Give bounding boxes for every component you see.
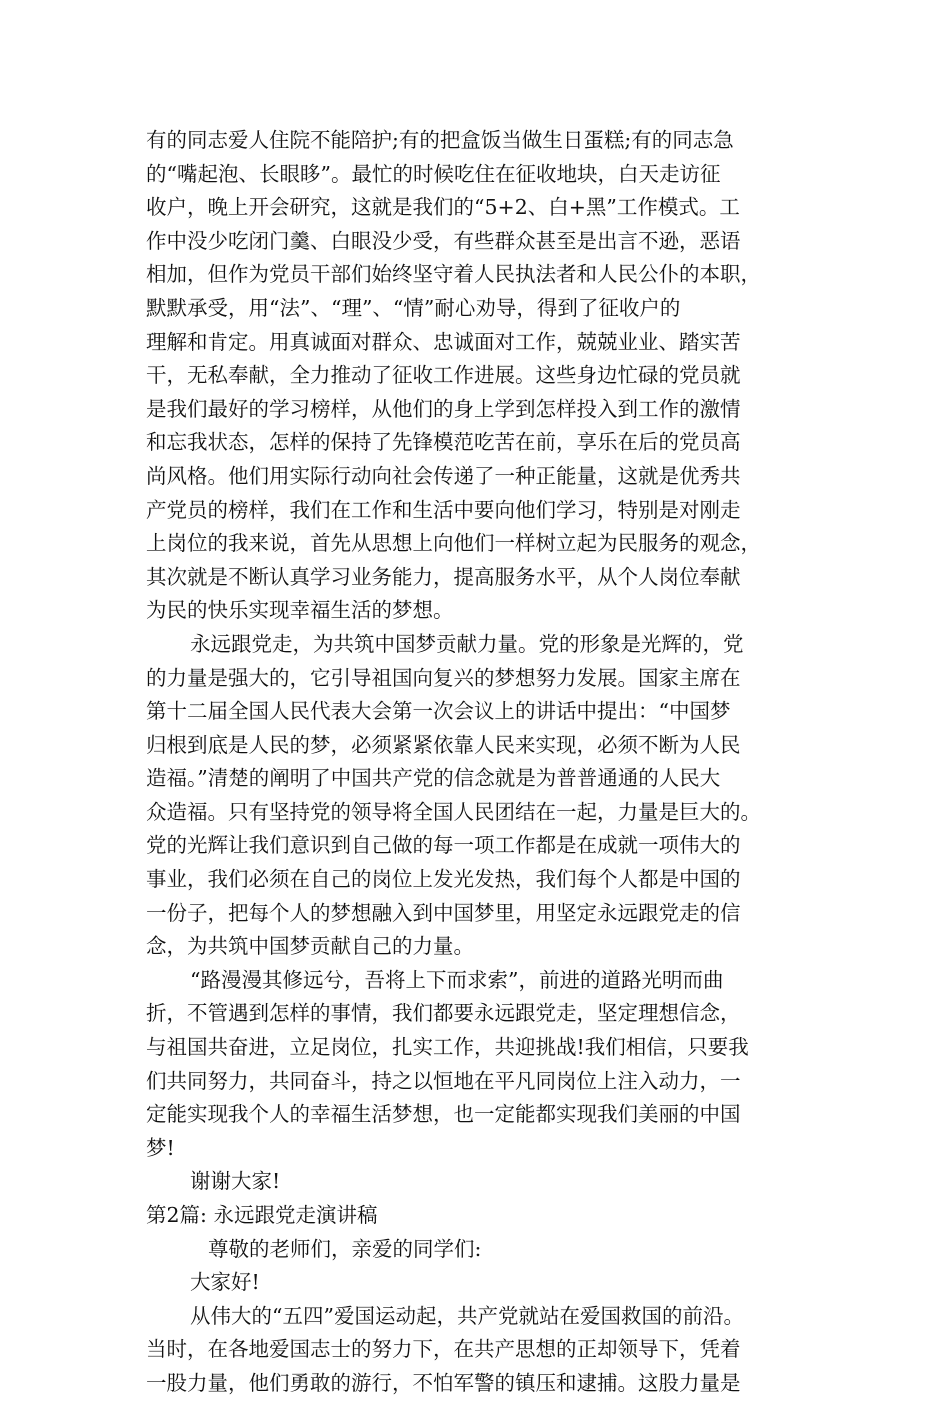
text-line: 收户，晚上开会研究，这就是我们的“5+2、白+黑”工作模式。工	[146, 195, 740, 220]
text-line: 梦!	[146, 1135, 175, 1160]
text-line: 第2篇: 永远跟党走演讲稿	[146, 1203, 378, 1227]
text-line: 事业，我们必须在自己的岗位上发光发热，我们每个人都是中国的	[146, 867, 741, 892]
text-line: 理解和肯定。用真诚面对群众、忠诚面对工作，兢兢业业、踏实苦	[146, 329, 741, 354]
text-line: 第十二届全国人民代表大会第一次会议上的讲话中提出：“中国梦	[146, 699, 731, 724]
text-line: 永远跟党走，为共筑中国梦贡献力量。党的形象是光辉的，党	[190, 631, 744, 656]
text-line: 造福。”清楚的阐明了中国共产党的信念就是为普普通通的人民大	[146, 766, 721, 791]
text-line: 是我们最好的学习榜样，从他们的身上学到怎样投入到工作的激情	[146, 396, 741, 421]
text-line: 产党员的榜样，我们在工作和生活中要向他们学习，特别是对刚走	[146, 497, 741, 522]
text-line: 相加，但作为党员干部们始终坚守着人民执法者和人民公仆的本职，	[146, 262, 761, 287]
text-line: 默默承受，用“法”、“理”、“情”耐心劝导，得到了征收户的	[146, 295, 681, 320]
text-line: 的力量是强大的，它引导祖国向复兴的梦想努力发展。国家主席在	[146, 665, 741, 690]
document-body	[146, 124, 826, 1401]
text-line: 的“嘴起泡、长眼眵”。最忙的时候吃住在征收地块，白天走访征	[146, 161, 721, 186]
text-line: 其次就是不断认真学习业务能力，提高服务水平，从个人岗位奉献	[146, 564, 741, 589]
text-line: 大家好!	[190, 1270, 260, 1295]
text-line: 定能实现我个人的幸福生活梦想，也一定能都实现我们美丽的中国	[146, 1102, 741, 1127]
text-line: 有的同志爱人住院不能陪护;有的把盒饭当做生日蛋糕;有的同志急	[146, 128, 734, 152]
text-line: 一份子，把每个人的梦想融入到中国梦里，用坚定永远跟党走的信	[146, 900, 741, 925]
text-line: 一股力量，他们勇敢的游行，不怕军警的镇压和逮捕。这股力量是	[146, 1370, 741, 1395]
text-line: 尚风格。他们用实际行动向社会传递了一种正能量，这就是优秀共	[146, 463, 741, 488]
text-line: 与祖国共奋进，立足岗位，扎实工作，共迎挑战!我们相信，只要我	[146, 1035, 749, 1060]
text-line: “路漫漫其修远兮，吾将上下而求索”，前进的道路光明而曲	[190, 967, 724, 992]
text-line: 党的光辉让我们意识到自己做的每一项工作都是在成就一项伟大的	[146, 833, 741, 858]
text-line: 们共同努力，共同奋斗，持之以恒地在平凡同岗位上注入动力，一	[146, 1068, 741, 1093]
text-line: 念，为共筑中国梦贡献自己的力量。	[146, 934, 474, 959]
text-line: 当时，在各地爱国志士的努力下，在共产思想的正却领导下，凭着	[146, 1337, 741, 1362]
text-line: 作中没少吃闭门羹、白眼没少受，有些群众甚至是出言不逊，恶语	[146, 228, 741, 253]
text-line: 折，不管遇到怎样的事情，我们都要永远跟党走，坚定理想信念，	[146, 1001, 741, 1026]
text-line: 上岗位的我来说，首先从思想上向他们一样树立起为民服务的观念，	[146, 531, 761, 556]
text-line: 尊敬的老师们，亲爱的同学们:	[208, 1236, 482, 1261]
text-line: 归根到底是人民的梦，必须紧紧依靠人民来实现，必须不断为人民	[146, 732, 741, 757]
text-line: 众造福。只有坚持党的领导将全国人民团结在一起，力量是巨大的。	[146, 799, 761, 824]
text-line: 为民的快乐实现幸福生活的梦想。	[146, 598, 454, 623]
text-line: 和忘我状态，怎样的保持了先锋模范吃苦在前，享乐在后的党员高	[146, 430, 741, 455]
text-line: 干，无私奉献，全力推动了征收工作进展。这些身边忙碌的党员就	[146, 363, 741, 388]
text-line: 从伟大的“五四”爱国运动起，共产党就站在爱国救国的前沿。	[190, 1303, 744, 1328]
text-line: 谢谢大家!	[190, 1169, 281, 1194]
